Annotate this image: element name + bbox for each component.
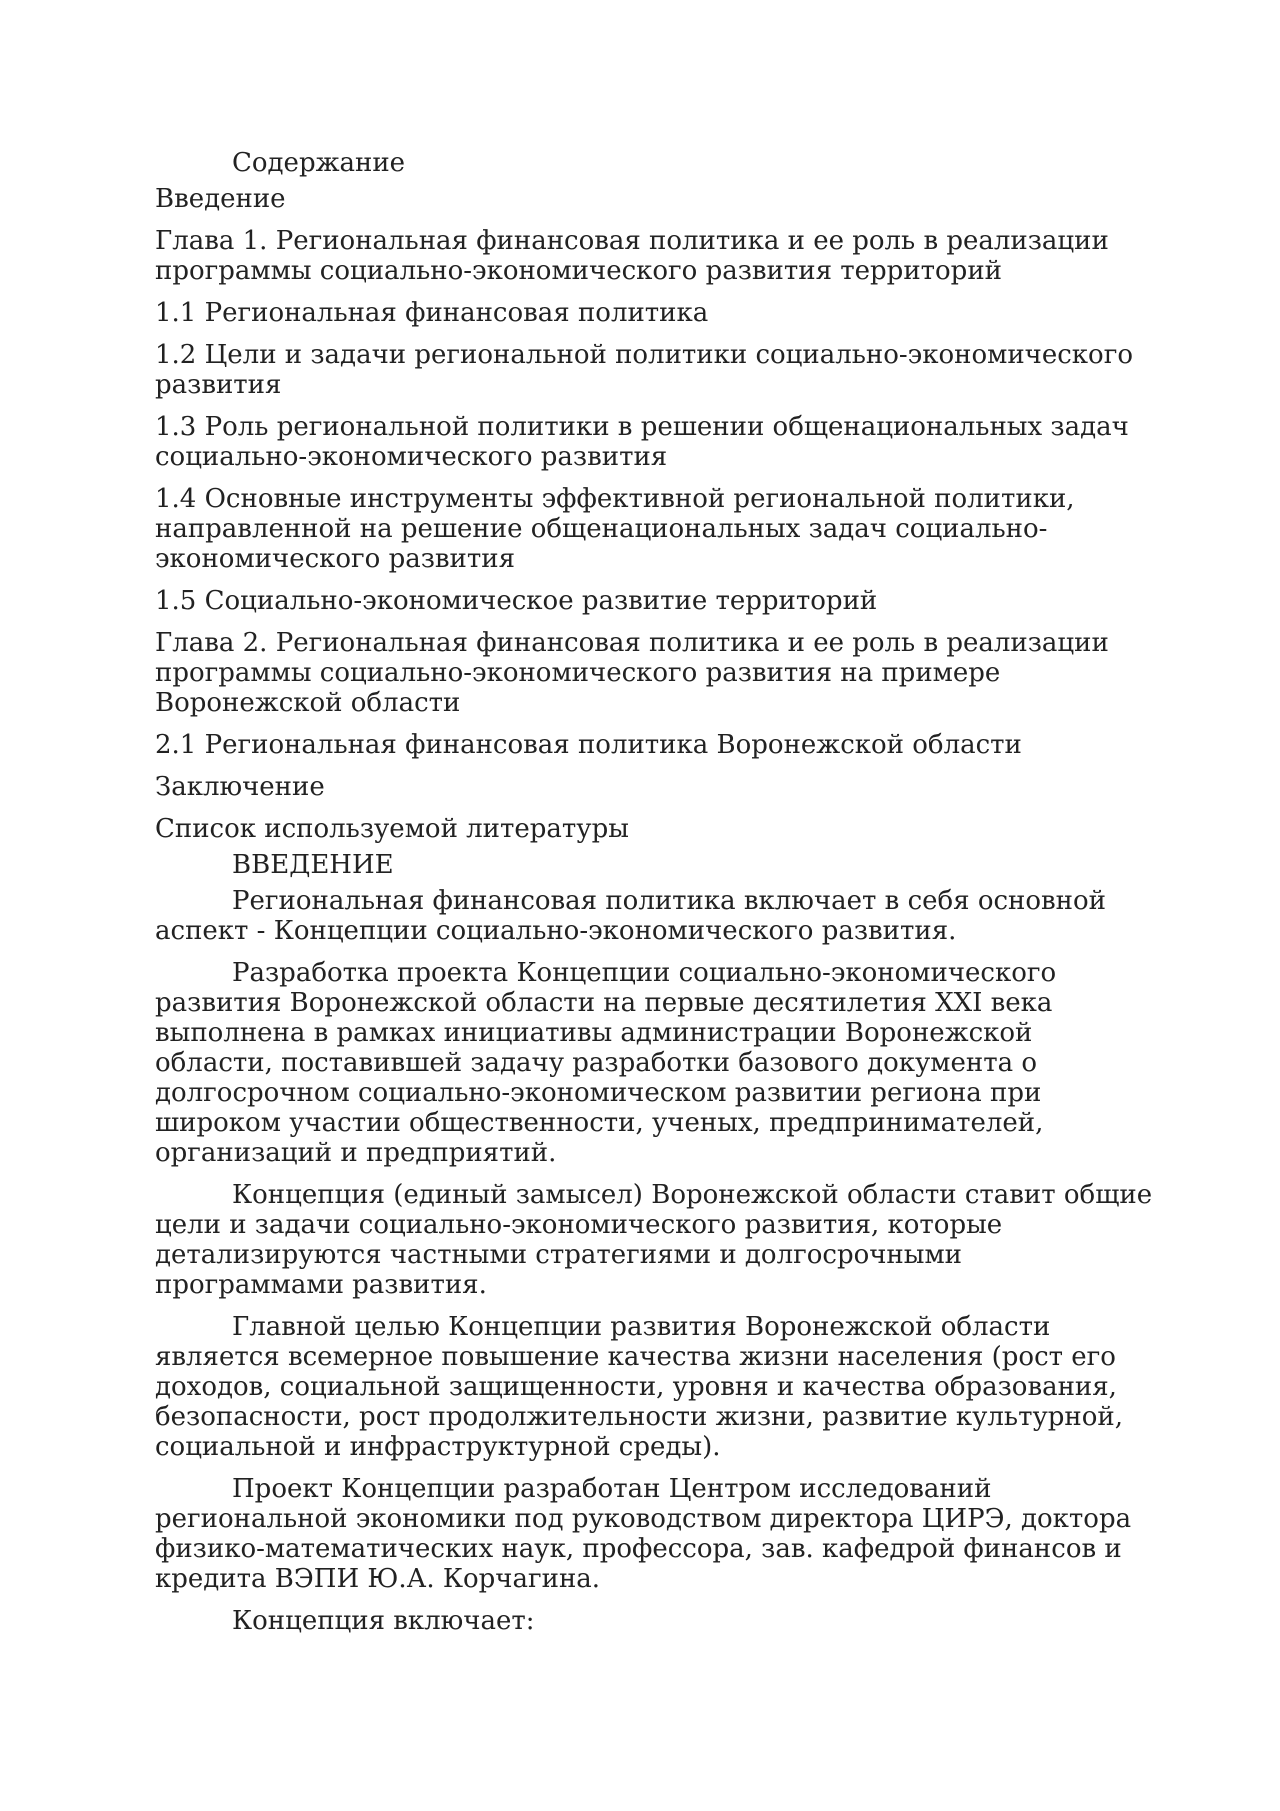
intro-paragraph: Концепция (единый замысел) Воронежской области ставит общие цели и задачи социально-экономического развития, которые детализируются частными стратегиями и долгосрочными программами развития. bbox=[155, 1180, 1153, 1300]
toc-item-1-3: 1.3 Роль региональной политики в решении общенациональных задач социально-экономического развития bbox=[155, 412, 1129, 472]
toc-item-2-1: 2.1 Региональная финансовая политика Воронежской области bbox=[155, 730, 1022, 760]
toc-title: Содержание bbox=[232, 148, 406, 178]
toc-item-chapter-2: Глава 2. Региональная финансовая политика и ее роль в реализации программы социально-экономического развития на примере Воронежской области bbox=[155, 628, 1109, 718]
document-body bbox=[155, 148, 1155, 1648]
toc-item-chapter-1: Глава 1. Региональная финансовая политика и ее роль в реализации программы социально-экономического развития территорий bbox=[155, 226, 1109, 286]
intro-paragraph: Концепция включает: bbox=[232, 1606, 535, 1636]
toc-item-conclusion: Заключение bbox=[155, 772, 325, 802]
toc-item-1-5: 1.5 Социально-экономическое развитие территорий bbox=[155, 586, 878, 616]
intro-paragraph: Главной целью Концепции развития Воронежской области является всемерное повышение качества жизни населения (рост его доходов, социальной защищенности, уровня и качества образования, безопасности, рост продолжительности жизни, развитие культурной, социальной и инфраструктурной среды). bbox=[155, 1312, 1123, 1462]
toc-item-1-4: 1.4 Основные инструменты эффективной региональной политики, направленной на решение общенациональных задач социально-экономического развития bbox=[155, 484, 1075, 574]
toc-item-1-2: 1.2 Цели и задачи региональной политики социально-экономического развития bbox=[155, 340, 1133, 400]
toc-item-introduction: Введение bbox=[155, 184, 286, 214]
intro-paragraph: Региональная финансовая политика включает в себя основной аспект - Концепции социально-экономического развития. bbox=[155, 886, 1106, 946]
toc-item-bibliography: Список используемой литературы bbox=[155, 814, 629, 844]
intro-heading: ВВЕДЕНИЕ bbox=[232, 850, 394, 880]
toc-item-1-1: 1.1 Региональная финансовая политика bbox=[155, 298, 709, 328]
intro-paragraph: Разработка проекта Концепции социально-экономического развития Воронежской области на первые десятилетия XXI века выполнена в рамках инициативы администрации Воронежской области, поставившей задачу разработки базового документа о долгосрочном социально-экономическом развитии региона при широком участии общественности, ученых, предпринимателей, организаций и предприятий. bbox=[155, 958, 1057, 1168]
intro-paragraph: Проект Концепции разработан Центром исследований региональной экономики под руководством директора ЦИРЭ, доктора физико-математических наук, профессора, зав. кафедрой финансов и кредита ВЭПИ Ю.А. Корчагина. bbox=[155, 1474, 1132, 1594]
